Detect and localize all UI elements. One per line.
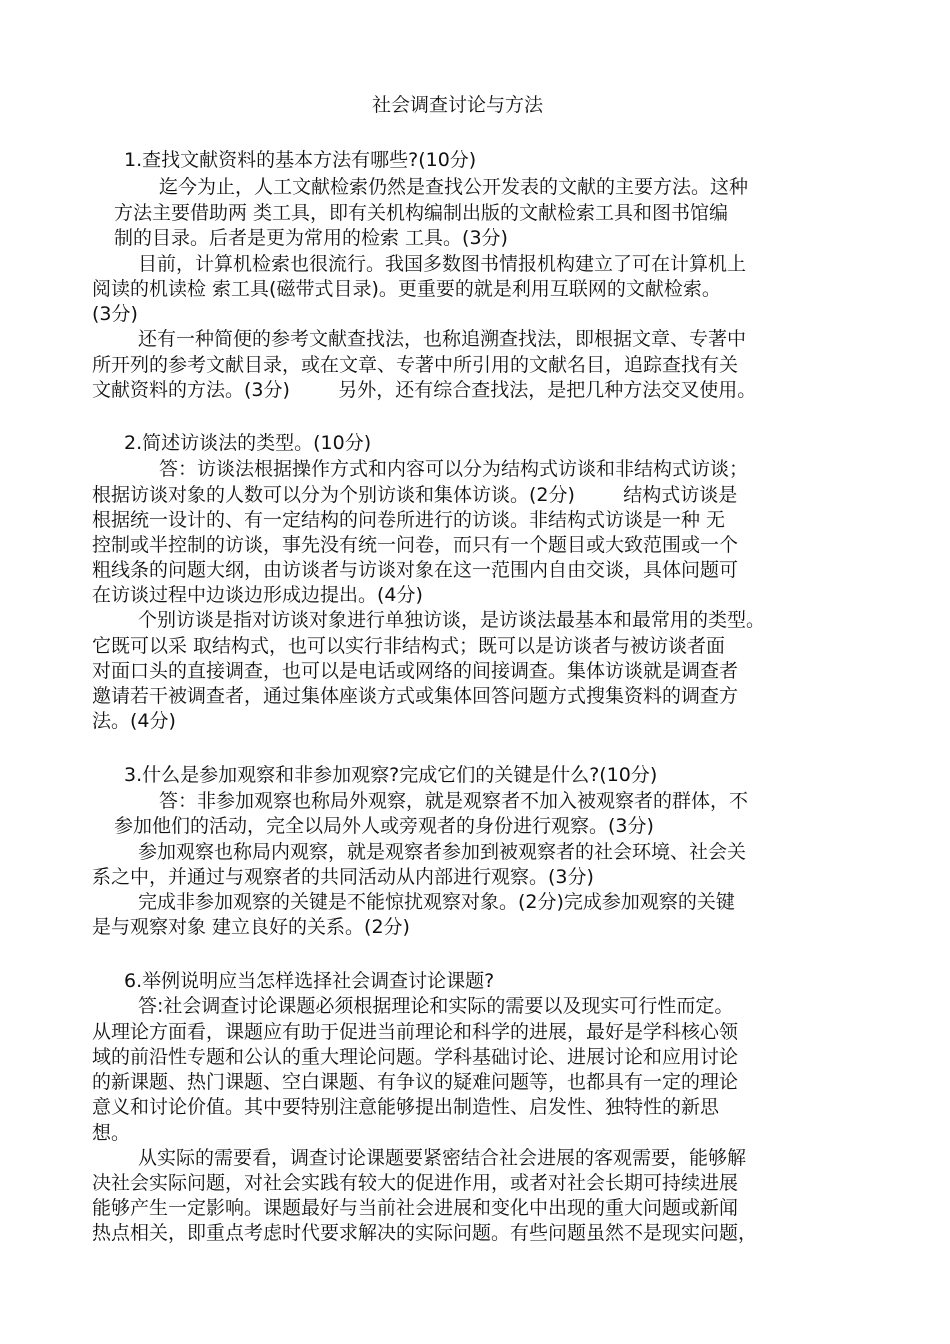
text-line: 在访谈过程中边谈边形成边提出。(4分) — [92, 584, 423, 606]
text-line: 参加观察也称局内观察，就是观察者参加到被观察者的社会环境、社会关 — [138, 841, 747, 863]
text-line: 想。 — [92, 1122, 131, 1144]
text-line: 答：访谈法根据操作方式和内容可以分为结构式访谈和非结构式访谈； — [159, 458, 749, 480]
text-line: 对面口头的直接调查，也可以是电话或网络的间接调查。集体访谈就是调查者 — [92, 660, 739, 682]
text-line: 域的前沿性专题和公认的重大理论问题。学科基础讨论、进展讨论和应用讨论 — [92, 1046, 739, 1068]
text-line: 完成非参加观察的关键是不能惊扰观察对象。(2分)完成参加观察的关键 — [138, 891, 735, 913]
text-line: 意义和讨论价值。其中要特别注意能够提出制造性、启发性、独特性的新思 — [92, 1096, 720, 1118]
text-line: 系之中，并通过与观察者的共同活动从内部进行观察。(3分) — [92, 866, 594, 888]
text-line: 所开列的参考文献目录，或在文章、专著中所引用的文献名目，追踪查找有关 — [92, 354, 739, 376]
text-line: 控制或半控制的访谈，事先没有统一问卷，而只有一个题目或大致范围或一个 — [92, 534, 739, 556]
text-line: 阅读的机读检 索工具(磁带式目录)。更重要的就是利用互联网的文献检索。 — [92, 278, 721, 300]
question-6-heading: 6.举例说明应当怎样选择社会调查讨论课题? — [124, 970, 495, 992]
text-line: 粗线条的问题大纲，由访谈者与访谈对象在这一范围内自由交谈，具体问题可 — [92, 559, 739, 581]
question-2-heading: 2.简述访谈法的类型。(10分) — [124, 432, 372, 454]
text-line: 是与观察对象 建立良好的关系。(2分) — [92, 916, 410, 938]
text-line: 文献资料的方法。(3分) 另外，还有综合查找法，是把几种方法交叉使用。 — [92, 379, 757, 401]
text-line: 个别访谈是指对访谈对象进行单独访谈，是访谈法最基本和最常用的类型。 — [138, 609, 766, 631]
text-line: 法。(4分) — [92, 710, 176, 732]
text-line: 答:社会调查讨论课题必须根据理论和实际的需要以及现实可行性而定。 — [138, 995, 734, 1017]
text-line: 根据统一设计的、有一定结构的问卷所进行的访谈。非结构式访谈是一种 无 — [92, 509, 726, 531]
text-line: 根据访谈对象的人数可以分为个别访谈和集体访谈。(2分) 结构式访谈是 — [92, 484, 738, 506]
text-line: 热点相关，即重点考虑时代要求解决的实际问题。有些问题虽然不是现实问题， — [92, 1222, 758, 1244]
text-line: 方法主要借助两 类工具，即有关机构编制出版的文献检索工具和图书馆编 — [114, 202, 729, 224]
question-3-heading: 3.什么是参加观察和非参加观察?完成它们的关键是什么?(10分) — [124, 764, 658, 786]
text-line: 还有一种简便的参考文献查找法，也称追溯查找法，即根据文章、专著中 — [138, 328, 747, 350]
text-line: 它既可以采 取结构式，也可以实行非结构式；既可以是访谈者与被访谈者面 — [92, 635, 726, 657]
text-line: 的新课题、热门课题、空白课题、有争议的疑难问题等，也都具有一定的理论 — [92, 1071, 739, 1093]
text-line: 参加他们的活动，完全以局外人或旁观者的身份进行观察。(3分) — [114, 815, 654, 837]
text-line: 决社会实际问题，对社会实践有较大的促进作用，或者对社会长期可持续进展 — [92, 1172, 739, 1194]
text-line: (3分) — [92, 303, 138, 325]
text-line: 目前，计算机检索也很流行。我国多数图书情报机构建立了可在计算机上 — [138, 253, 747, 275]
text-line: 从实际的需要看，调查讨论课题要紧密结合社会进展的客观需要，能够解 — [138, 1147, 747, 1169]
text-line: 制的目录。后者是更为常用的检索 工具。(3分) — [114, 227, 508, 249]
text-line: 从理论方面看，课题应有助于促进当前理论和科学的进展，最好是学科核心领 — [92, 1021, 739, 1043]
text-line: 邀请若干被调查者，通过集体座谈方式或集体回答问题方式搜集资料的调查方 — [92, 685, 739, 707]
question-1-heading: 1.查找文献资料的基本方法有哪些?(10分) — [124, 149, 477, 171]
text-line: 能够产生一定影响。课题最好与当前社会进展和变化中出现的重大问题或新闻 — [92, 1197, 739, 1219]
page-title: 社会调查讨论与方法 — [372, 94, 544, 116]
text-line: 答：非参加观察也称局外观察，就是观察者不加入被观察者的群体，不 — [159, 790, 749, 812]
text-line: 迄今为止，人工文献检索仍然是查找公开发表的文献的主要方法。这种 — [159, 176, 749, 198]
